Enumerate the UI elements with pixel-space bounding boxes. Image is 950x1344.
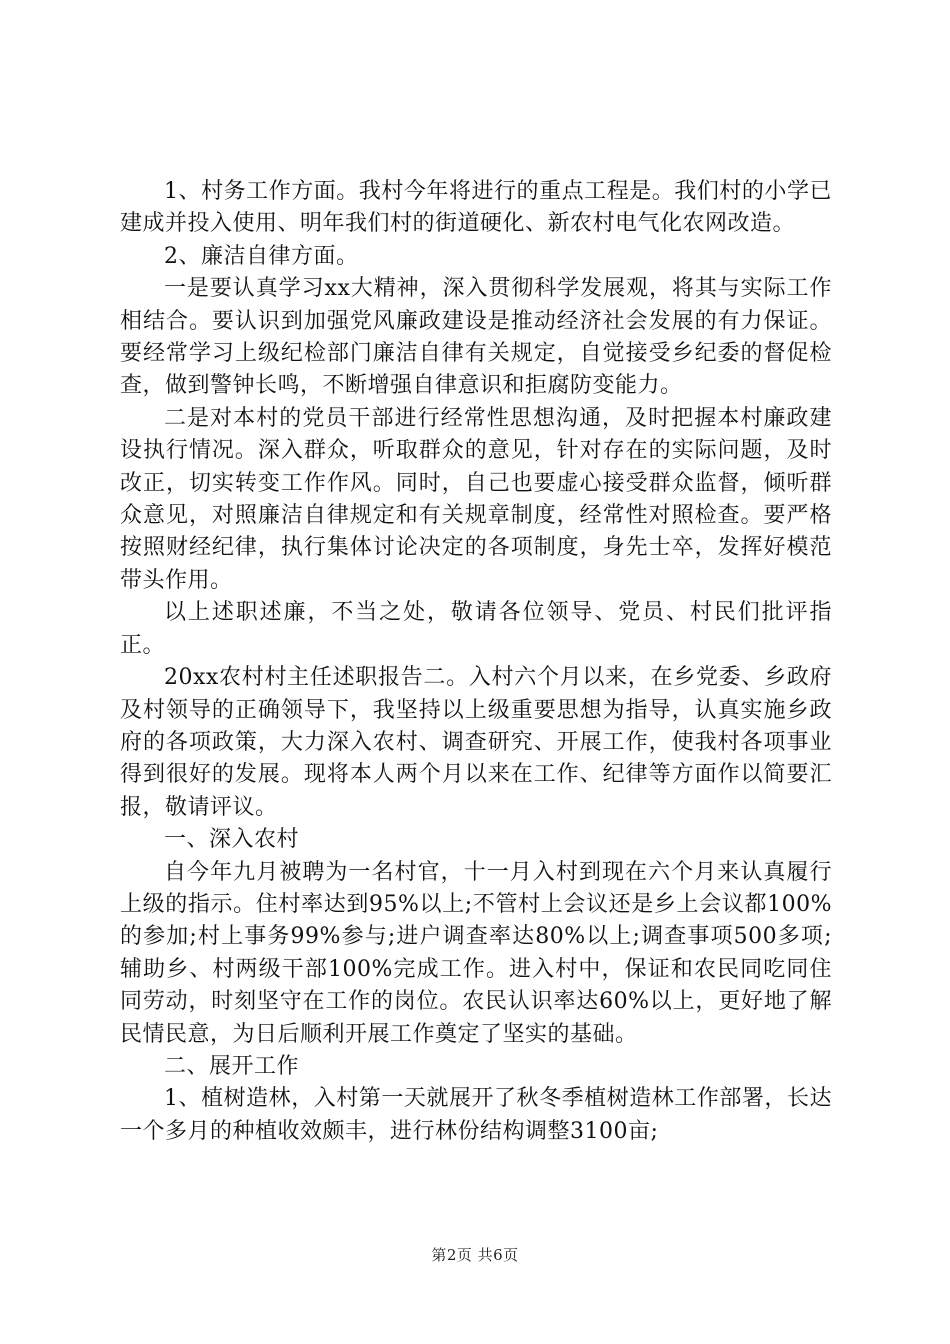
paragraph-integrity-heading: 2、廉洁自律方面。	[164, 243, 359, 269]
document-body	[120, 176, 832, 1148]
paragraph-closing-remarks: 以上述职述廉，不当之处，敬请各位领导、党员、村民们批评指正。	[120, 600, 832, 658]
paragraph-afforestation: 1、植树造林，入村第一天就展开了秋冬季植树造林工作部署，长达一个多月的种植收效颇丰，进行林份结构调整3100亩;	[120, 1086, 832, 1144]
section-heading-start-work: 二、展开工作	[164, 1053, 300, 1079]
paragraph-report-two-intro: 20xx农村村主任述职报告二。入村六个月以来，在乡党委、乡政府及村领导的正确领导下，我坚持以上级重要思想为指导，认真实施乡政府的各项政策，大力深入农村、调查研究、开展工作，使我村各项事业得到很好的发展。现将本人两个月以来在工作、纪律等方面作以简要汇报，敬请评议。	[120, 665, 832, 820]
paragraph-village-affairs: 1、村务工作方面。我村今年将进行的重点工程是。我们村的小学已建成并投入使用、明年我们村的街道硬化、新农村电气化农网改造。	[120, 179, 832, 237]
paragraph-integrity-second: 二是对本村的党员干部进行经常性思想沟通，及时把握本村廉政建设执行情况。深入群众，听取群众的意见，针对存在的实际问题，及时改正，切实转变工作作风。同时，自己也要虚心接受群众监督，倾听群众意见，对照廉洁自律规定和有关规章制度，经常性对照检查。要严格按照财经纪律，执行集体讨论决定的各项制度，身先士卒，发挥好模范带头作用。	[120, 405, 832, 593]
paragraph-go-deep: 自今年九月被聘为一名村官，十一月入村到现在六个月来认真履行上级的指示。住村率达到95%以上;不管村上会议还是乡上会议都100%的参加;村上事务99%参与;进户调查率达80%以上;调查事项500多项;辅助乡、村两级干部100%完成工作。进入村中，保证和农民同吃同住同劳动，时刻坚守在工作的岗位。农民认识率达60%以上，更好地了解民情民意，为日后顺利开展工作奠定了坚实的基础。	[120, 859, 832, 1047]
section-heading-go-deep: 一、深入农村	[164, 827, 300, 853]
page-number-footer: 第2页 共6页	[431, 1246, 519, 1264]
paragraph-integrity-first: 一是要认真学习xx大精神，深入贯彻科学发展观，将其与实际工作相结合。要认识到加强党风廉政建设是推动经济社会发展的有力保证。要经常学习上级纪检部门廉洁自律有关规定，自觉接受乡纪委的督促检查，做到警钟长鸣，不断增强自律意识和拒腐防变能力。	[120, 276, 832, 399]
